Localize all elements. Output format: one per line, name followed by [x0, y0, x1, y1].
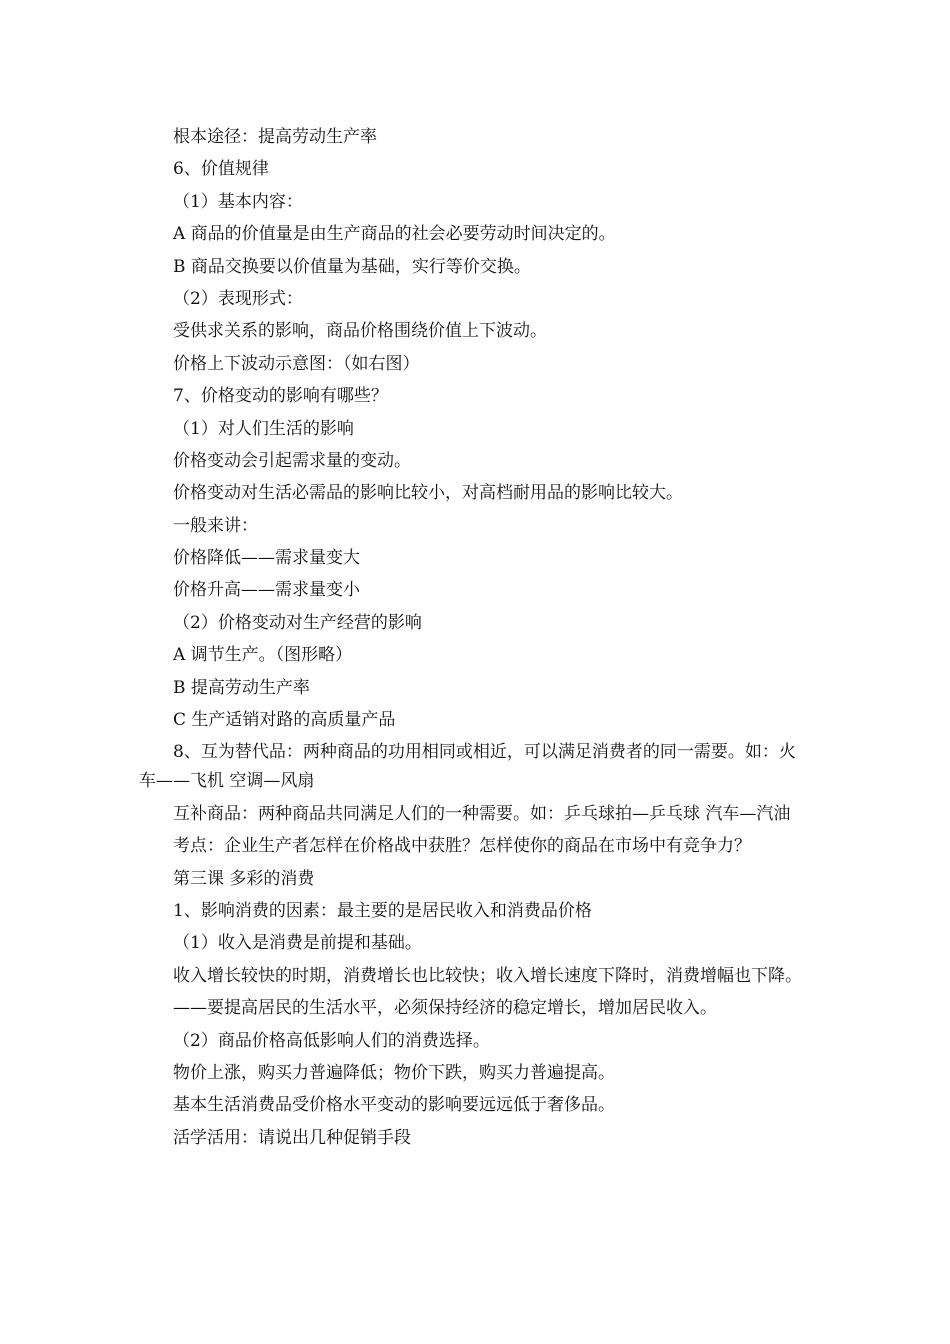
paragraph-10: （1）对人们生活的影响 — [173, 418, 354, 439]
paragraph-30: 基本生活消费品受价格水平变动的影响要远远低于奢侈品。 — [173, 1095, 615, 1116]
paragraph-4: A 商品的价值量是由生产商品的社会必要劳动时间决定的。 — [173, 224, 616, 245]
paragraph-22: 考点：企业生产者怎样在价格战中获胜？怎样使你的商品在市场中有竞争力？ — [173, 836, 751, 857]
paragraph-7: 受供求关系的影响，商品价格围绕价值上下波动。 — [173, 321, 547, 342]
paragraph-29: 物价上涨，购买力普遍降低；物价下跌，购买力普遍提高。 — [173, 1062, 615, 1083]
paragraph-23: 第三课 多彩的消费 — [173, 868, 315, 889]
paragraph-12: 价格变动对生活必需品的影响比较小，对高档耐用品的影响比较大。 — [173, 483, 683, 504]
paragraph-19: C 生产适销对路的高质量产品 — [173, 710, 396, 731]
paragraph-3: （1）基本内容： — [173, 191, 303, 212]
paragraph-6: （2）表现形式： — [173, 288, 303, 309]
paragraph-13: 一般来讲： — [173, 515, 258, 536]
paragraph-9: 7、价格变动的影响有哪些？ — [173, 386, 388, 407]
paragraph-16: （2）价格变动对生产经营的影响 — [173, 612, 422, 633]
paragraph-24: 1、影响消费的因素：最主要的是居民收入和消费品价格 — [173, 900, 592, 921]
paragraph-27: ——要提高居民的生活水平，必须保持经济的稳定增长，增加居民收入。 — [173, 998, 717, 1019]
paragraph-11: 价格变动会引起需求量的变动。 — [173, 450, 411, 471]
document-body — [139, 123, 809, 1156]
paragraph-20: 8、互为替代品：两种商品的功用相同或相近，可以满足消费者的同一需要。如：火车——飞机 空调—风扇 — [139, 742, 796, 792]
paragraph-1: 根本途径：提高劳动生产率 — [173, 127, 377, 147]
paragraph-8: 价格上下波动示意图：（如右图） — [173, 353, 420, 374]
paragraph-25: （1）收入是消费是前提和基础。 — [173, 933, 422, 954]
paragraph-21: 互补商品：两种商品共同满足人们的一种需要。如：乒乓球拍—乒乓球 汽车—汽油 — [173, 803, 791, 824]
paragraph-31: 活学活用：请说出几种促销手段 — [173, 1127, 411, 1148]
paragraph-26: 收入增长较快的时期，消费增长也比较快；收入增长速度下降时，消费增幅也下降。 — [173, 965, 802, 986]
paragraph-5: B 商品交换要以价值量为基础，实行等价交换。 — [173, 256, 531, 277]
paragraph-18: B 提高劳动生产率 — [173, 677, 310, 698]
paragraph-14: 价格降低——需求量变大 — [173, 548, 360, 569]
paragraph-28: （2）商品价格高低影响人们的消费选择。 — [173, 1030, 490, 1051]
paragraph-15: 价格升高——需求量变小 — [173, 580, 360, 601]
paragraph-17: A 调节生产。（图形略） — [173, 645, 353, 666]
paragraph-2: 6、价值规律 — [173, 159, 269, 180]
